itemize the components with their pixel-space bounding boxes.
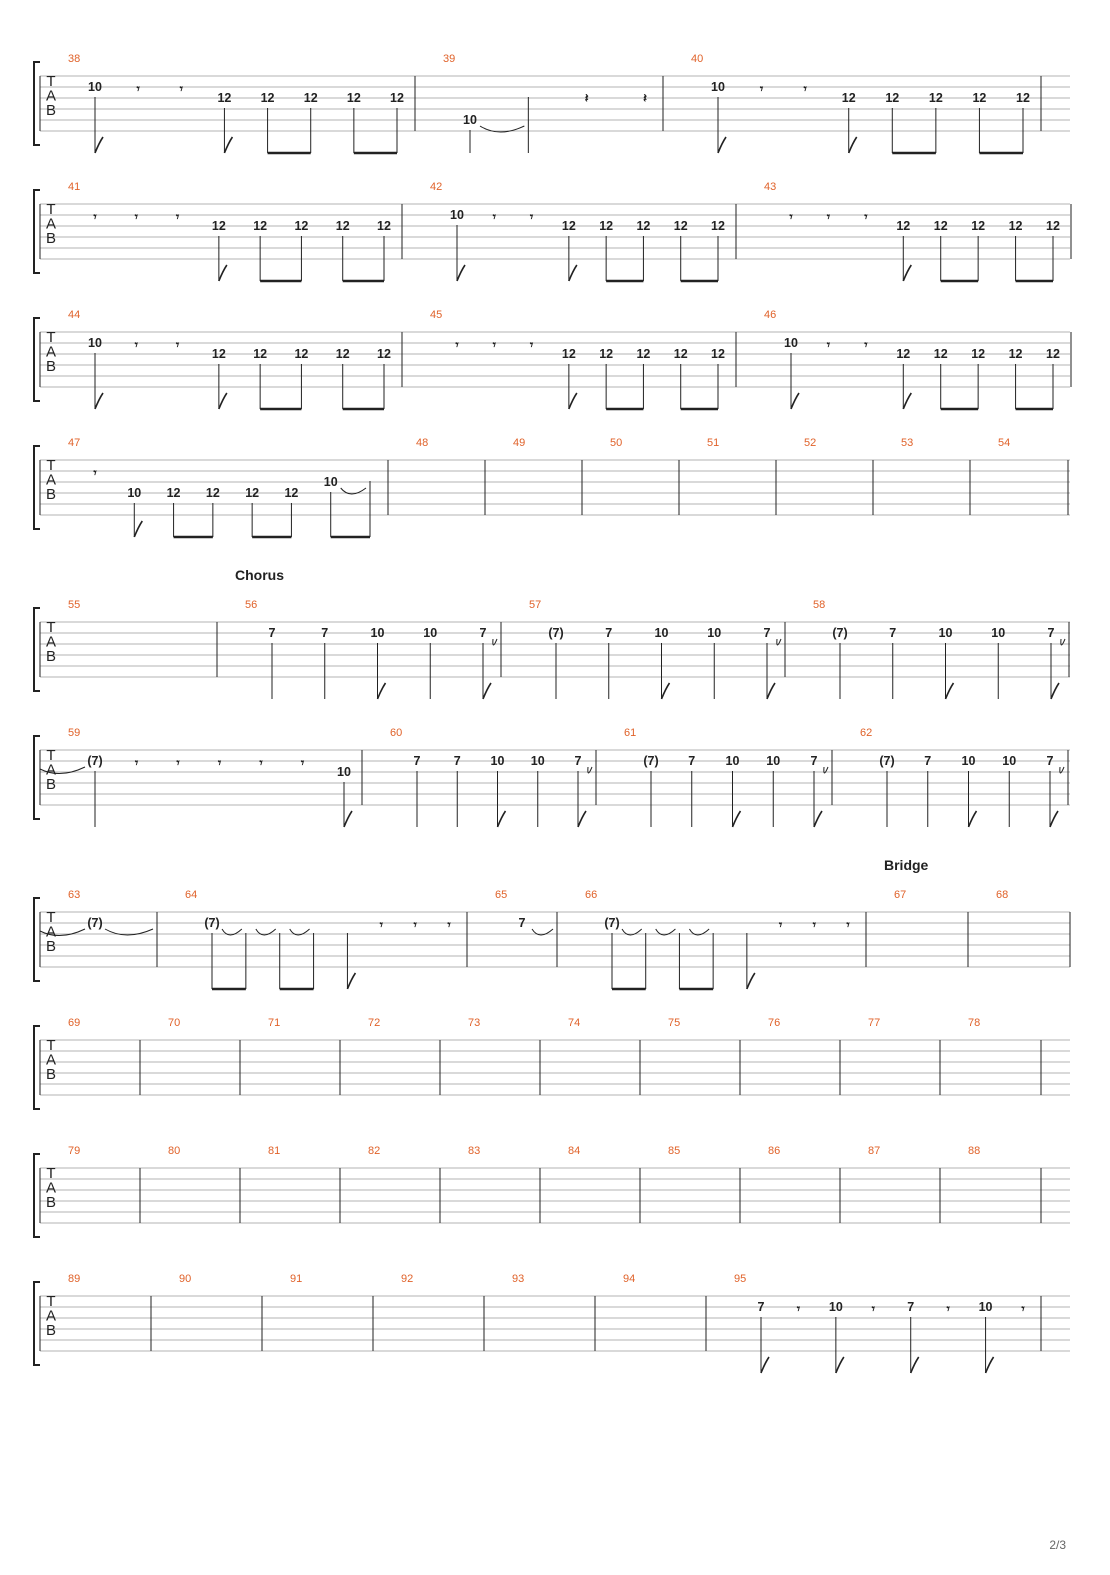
- system-bracket: [34, 1026, 40, 1109]
- fret-number: 12: [377, 219, 391, 233]
- fret-number: 12: [217, 91, 232, 105]
- eighth-rest: 𝄾: [812, 918, 816, 932]
- tab-clef-letter: B: [45, 776, 57, 793]
- measure-number: 65: [495, 889, 508, 901]
- eighth-rest: 𝄾: [136, 82, 140, 96]
- fret-number: 10: [784, 336, 798, 350]
- note-flag: [224, 137, 232, 153]
- measure-number: 92: [401, 1273, 414, 1285]
- measure-number: 89: [68, 1273, 81, 1285]
- measure-number: 39: [443, 53, 456, 65]
- note-flag: [662, 683, 670, 699]
- fret-number: 12: [390, 91, 404, 105]
- fret-number: 7: [321, 626, 329, 640]
- fret-number: 10: [978, 1300, 993, 1314]
- fret-number: 7: [518, 916, 526, 930]
- quarter-rest: 𝄽: [643, 91, 647, 105]
- fret-number: 12: [841, 91, 856, 105]
- measure-number: 52: [804, 437, 817, 449]
- note-flag: [344, 811, 352, 827]
- fret-number: 12: [211, 219, 226, 233]
- fret-number: 12: [711, 219, 725, 233]
- note-flag: [733, 811, 741, 827]
- measure-number: 67: [894, 889, 907, 901]
- note-flag: [1050, 811, 1058, 827]
- fret-number: 7: [1047, 626, 1055, 640]
- measure-number: 80: [168, 1145, 181, 1157]
- note-flag: [134, 521, 142, 537]
- measure-number: 94: [623, 1273, 636, 1285]
- eighth-rest: 𝄾: [1021, 1302, 1025, 1316]
- measure-number: 68: [996, 889, 1009, 901]
- note-flag: [1051, 683, 1059, 699]
- fret-number: 10: [88, 336, 102, 350]
- fret-number: (7): [548, 626, 564, 640]
- fret-number: 12: [166, 486, 181, 500]
- eighth-rest: 𝄾: [93, 466, 97, 480]
- fret-number: 12: [711, 347, 725, 361]
- note-flag: [378, 683, 386, 699]
- tab-clef-letter: A: [45, 343, 57, 361]
- measure-number: 48: [416, 437, 429, 449]
- measure-number: 84: [568, 1145, 581, 1157]
- measure-number: 51: [707, 437, 720, 449]
- eighth-rest: 𝄾: [176, 756, 180, 770]
- tab-clef-letter: T: [46, 909, 56, 926]
- eighth-rest: 𝄾: [864, 210, 868, 224]
- note-flag: [911, 1357, 919, 1373]
- note-flag: [946, 683, 954, 699]
- tab-clef-letter: T: [46, 1293, 56, 1310]
- system-bracket: [34, 608, 40, 691]
- measure-number: 86: [768, 1145, 781, 1157]
- fret-number: 10: [938, 626, 953, 640]
- fret-number: 7: [757, 1300, 765, 1314]
- fret-number: 7: [924, 754, 932, 768]
- fret-number: 10: [88, 80, 102, 94]
- system-bracket: [34, 190, 40, 273]
- tab-clef-letter: A: [45, 1051, 57, 1069]
- tab-clef-letter: T: [46, 619, 56, 636]
- measure-number: 87: [868, 1145, 881, 1157]
- note-flag: [347, 973, 355, 989]
- note-flag: [483, 683, 491, 699]
- eighth-rest: 𝄾: [134, 756, 139, 770]
- fret-number: 12: [294, 219, 309, 233]
- eighth-rest: 𝄾: [796, 1302, 801, 1316]
- fret-number: 7: [453, 754, 461, 768]
- measure-number: 62: [860, 727, 873, 739]
- fret-number: 7: [479, 626, 487, 640]
- tab-clef-letter: A: [45, 633, 57, 651]
- tab-clef-letter: T: [46, 1037, 56, 1054]
- note-flag: [219, 265, 227, 281]
- tab-clef-letter: A: [45, 87, 57, 105]
- fret-number: 10: [828, 1300, 843, 1314]
- fret-number: 10: [1002, 754, 1017, 768]
- measure-number: 64: [185, 889, 198, 901]
- eighth-rest: 𝄾: [529, 210, 534, 224]
- measure-number: 53: [901, 437, 914, 449]
- fret-number: 7: [907, 1300, 915, 1314]
- eighth-rest: 𝄾: [946, 1302, 950, 1316]
- fret-number: 10: [463, 113, 477, 127]
- note-flag: [457, 265, 465, 281]
- fret-number: 10: [337, 765, 351, 779]
- measure-number: 90: [179, 1273, 192, 1285]
- fret-number: 12: [599, 219, 614, 233]
- tab-clef-letter: B: [45, 1322, 57, 1339]
- measure-number: 47: [68, 437, 81, 449]
- measure-number: 93: [512, 1273, 525, 1285]
- measure-number: 72: [368, 1017, 381, 1029]
- section-label: Chorus: [235, 567, 284, 583]
- note-flag: [849, 137, 857, 153]
- tab-clef-letter: A: [45, 1179, 57, 1197]
- fret-number: 10: [530, 754, 545, 768]
- fret-number: 7: [889, 626, 897, 640]
- eighth-rest: 𝄾: [864, 338, 868, 352]
- fret-number: (7): [87, 916, 103, 930]
- fret-number: 10: [127, 486, 142, 500]
- fret-number: 12: [933, 219, 948, 233]
- quarter-rest: 𝄽: [584, 91, 589, 105]
- fret-number: 10: [423, 626, 438, 640]
- measure-number: 38: [68, 53, 81, 65]
- fret-number: 12: [346, 91, 361, 105]
- eighth-rest: 𝄾: [134, 210, 138, 224]
- measure-number: 75: [668, 1017, 681, 1029]
- tab-clef-letter: B: [45, 1066, 57, 1083]
- tab-clef-letter: B: [45, 938, 57, 955]
- fret-number: 7: [763, 626, 771, 640]
- eighth-rest: 𝄾: [871, 1302, 875, 1316]
- eighth-rest: 𝄾: [846, 918, 850, 932]
- fret-number: 10: [711, 80, 725, 94]
- system-bracket: [34, 1282, 40, 1365]
- fret-number: 10: [961, 754, 976, 768]
- tab-clef-letter: B: [45, 1194, 57, 1211]
- fret-number: 12: [896, 347, 911, 361]
- fret-number: 12: [253, 219, 268, 233]
- note-flag: [95, 393, 103, 409]
- fret-number: 12: [561, 347, 576, 361]
- fret-number: 12: [599, 347, 614, 361]
- tab-clef-letter: A: [45, 1307, 57, 1325]
- fret-number: (7): [87, 754, 103, 768]
- measure-number: 49: [513, 437, 526, 449]
- note-flag: [498, 811, 506, 827]
- fret-number: 7: [574, 754, 582, 768]
- fret-number: 12: [1046, 347, 1060, 361]
- fret-number: 7: [688, 754, 696, 768]
- tab-clef-letter: B: [45, 486, 57, 503]
- system-bracket: [34, 736, 40, 819]
- note-flag: [969, 811, 977, 827]
- eighth-rest: 𝄾: [93, 210, 97, 224]
- eighth-rest: 𝄾: [413, 918, 417, 932]
- tab-clef-letter: B: [45, 230, 57, 247]
- fret-number: 7: [413, 754, 421, 768]
- measure-number: 78: [968, 1017, 981, 1029]
- note-flag: [578, 811, 586, 827]
- fret-number: 12: [636, 219, 651, 233]
- eighth-rest: 𝄾: [175, 338, 180, 352]
- fret-number: 7: [810, 754, 818, 768]
- fret-number: 12: [636, 347, 651, 361]
- eighth-rest: 𝄾: [179, 82, 183, 96]
- note-flag: [219, 393, 227, 409]
- measure-number: 50: [610, 437, 623, 449]
- fret-number: 12: [253, 347, 268, 361]
- fret-number: 12: [205, 486, 220, 500]
- eighth-rest: 𝄾: [759, 82, 764, 96]
- note-flag: [903, 393, 911, 409]
- fret-number: (7): [604, 916, 620, 930]
- measure-number: 70: [168, 1017, 181, 1029]
- measure-number: 40: [691, 53, 704, 65]
- fret-number: (7): [879, 754, 895, 768]
- eighth-rest: 𝄾: [826, 338, 831, 352]
- note-flag: [569, 265, 577, 281]
- measure-number: 88: [968, 1145, 981, 1157]
- note-flag: [791, 393, 799, 409]
- system-bracket: [34, 1154, 40, 1237]
- fret-number: 12: [673, 347, 688, 361]
- measure-number: 56: [245, 599, 258, 611]
- eighth-rest: 𝄾: [134, 338, 138, 352]
- measure-number: 76: [768, 1017, 781, 1029]
- tab-clef-letter: A: [45, 215, 57, 233]
- eighth-rest: 𝄾: [492, 210, 496, 224]
- fret-number: 12: [245, 486, 260, 500]
- tab-clef-letter: A: [45, 761, 57, 779]
- fret-number: 12: [1008, 347, 1023, 361]
- tab-clef-letter: T: [46, 1165, 56, 1182]
- measure-number: 60: [390, 727, 403, 739]
- fret-number: 12: [561, 219, 576, 233]
- system-bracket: [34, 62, 40, 145]
- note-flag: [814, 811, 822, 827]
- measure-number: 81: [268, 1145, 281, 1157]
- eighth-rest: 𝄾: [492, 338, 496, 352]
- tab-clef-letter: T: [46, 201, 56, 218]
- measure-number: 41: [68, 181, 81, 193]
- measure-number: 73: [468, 1017, 481, 1029]
- page-number: 2/3: [1049, 1538, 1066, 1552]
- measure-number: 54: [998, 437, 1011, 449]
- fret-number: 12: [928, 91, 943, 105]
- measure-number: 71: [268, 1017, 281, 1029]
- note-flag: [986, 1357, 994, 1373]
- fret-number: 12: [896, 219, 911, 233]
- fret-number: (7): [643, 754, 659, 768]
- fret-number: 12: [377, 347, 391, 361]
- tab-clef-letter: A: [45, 923, 57, 941]
- eighth-rest: 𝄾: [455, 338, 459, 352]
- fret-number: 7: [1046, 754, 1054, 768]
- fret-number: (7): [832, 626, 848, 640]
- eighth-rest: 𝄾: [778, 918, 783, 932]
- system-bracket: [34, 898, 40, 981]
- fret-number: 7: [268, 626, 276, 640]
- fret-number: 12: [335, 347, 350, 361]
- measure-number: 55: [68, 599, 81, 611]
- measure-number: 83: [468, 1145, 481, 1157]
- fret-number: 12: [335, 219, 350, 233]
- measure-number: 46: [764, 309, 777, 321]
- tab-clef-letter: T: [46, 457, 56, 474]
- measure-number: 66: [585, 889, 598, 901]
- tab-clef-letter: T: [46, 329, 56, 346]
- measure-number: 69: [68, 1017, 81, 1029]
- tab-clef-letter: T: [46, 747, 56, 764]
- fret-number: 10: [991, 626, 1006, 640]
- tab-clef-letter: B: [45, 102, 57, 119]
- measure-number: 58: [813, 599, 826, 611]
- measure-number: 44: [68, 309, 81, 321]
- tab-clef-letter: T: [46, 73, 56, 90]
- eighth-rest: 𝄾: [826, 210, 831, 224]
- fret-number: 12: [933, 347, 948, 361]
- fret-number: 12: [972, 91, 987, 105]
- measure-number: 42: [430, 181, 443, 193]
- measure-number: 79: [68, 1145, 81, 1157]
- note-flag: [903, 265, 911, 281]
- note-flag: [767, 683, 775, 699]
- note-flag: [761, 1357, 769, 1373]
- fret-number: 12: [211, 347, 226, 361]
- note-flag: [718, 137, 726, 153]
- fret-number: 10: [490, 754, 505, 768]
- eighth-rest: 𝄾: [529, 338, 534, 352]
- fret-number: 12: [971, 347, 986, 361]
- measure-number: 74: [568, 1017, 581, 1029]
- fret-number: (7): [204, 916, 220, 930]
- eighth-rest: 𝄾: [447, 918, 451, 932]
- fret-number: 12: [885, 91, 900, 105]
- measure-number: 45: [430, 309, 443, 321]
- fret-number: 10: [323, 475, 338, 489]
- eighth-rest: 𝄾: [789, 210, 793, 224]
- fret-number: 12: [284, 486, 299, 500]
- tab-clef-letter: B: [45, 358, 57, 375]
- fret-number: 10: [654, 626, 669, 640]
- measure-number: 85: [668, 1145, 681, 1157]
- fret-number: 10: [450, 208, 464, 222]
- measure-number: 95: [734, 1273, 747, 1285]
- measure-number: 82: [368, 1145, 381, 1157]
- fret-number: 12: [1008, 219, 1023, 233]
- fret-number: 12: [1016, 91, 1030, 105]
- note-flag: [95, 137, 103, 153]
- fret-number: 12: [294, 347, 309, 361]
- measure-number: 61: [624, 727, 637, 739]
- fret-number: 10: [725, 754, 740, 768]
- eighth-rest: 𝄾: [379, 918, 383, 932]
- eighth-rest: 𝄾: [259, 756, 263, 770]
- system-bracket: [34, 318, 40, 401]
- eighth-rest: 𝄾: [217, 756, 222, 770]
- section-label: Bridge: [884, 857, 929, 873]
- fret-number: 7: [605, 626, 613, 640]
- measure-number: 77: [868, 1017, 881, 1029]
- fret-number: 12: [1046, 219, 1060, 233]
- eighth-rest: 𝄾: [300, 756, 305, 770]
- fret-number: 10: [370, 626, 385, 640]
- note-flag: [836, 1357, 844, 1373]
- fret-number: 10: [707, 626, 722, 640]
- measure-number: 57: [529, 599, 542, 611]
- fret-number: 12: [260, 91, 275, 105]
- measure-number: 91: [290, 1273, 303, 1285]
- eighth-rest: 𝄾: [803, 82, 807, 96]
- fret-number: 12: [673, 219, 688, 233]
- measure-number: 59: [68, 727, 81, 739]
- measure-number: 43: [764, 181, 777, 193]
- fret-number: 10: [766, 754, 781, 768]
- system-bracket: [34, 446, 40, 529]
- fret-number: 12: [971, 219, 986, 233]
- tab-clef-letter: A: [45, 471, 57, 489]
- note-flag: [747, 973, 755, 989]
- note-flag: [569, 393, 577, 409]
- tab-clef-letter: B: [45, 648, 57, 665]
- measure-number: 63: [68, 889, 81, 901]
- eighth-rest: 𝄾: [175, 210, 180, 224]
- fret-number: 12: [303, 91, 318, 105]
